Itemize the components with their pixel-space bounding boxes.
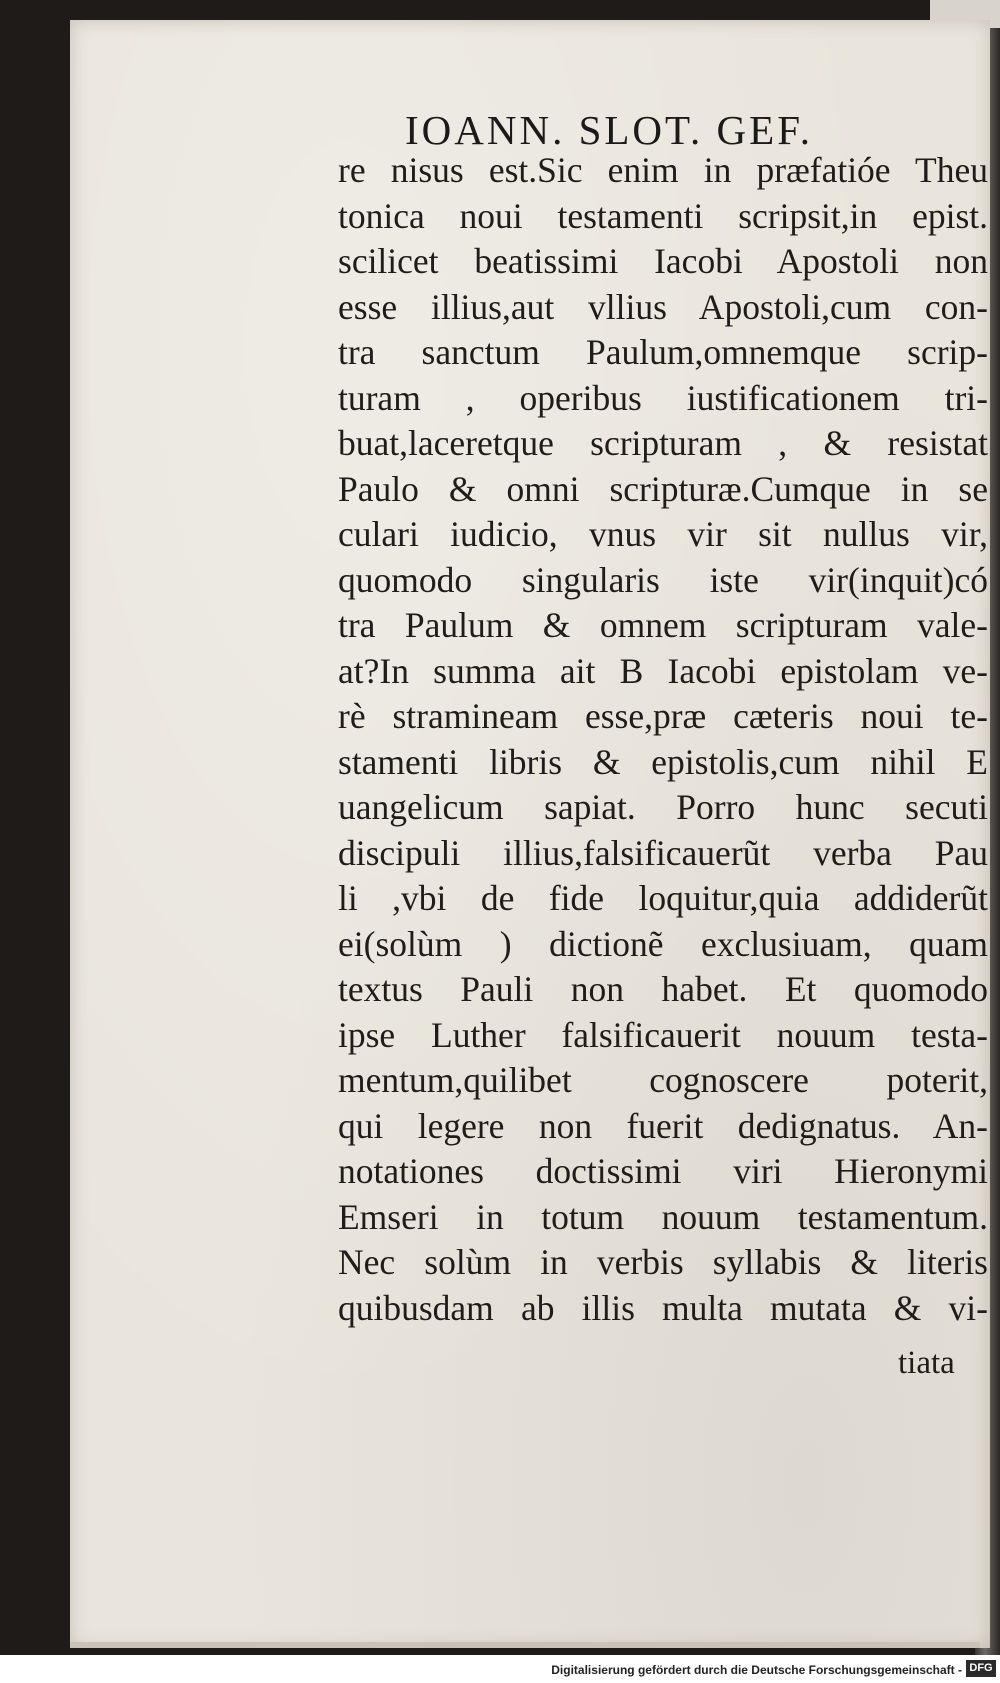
text-line: ei(solùm ) dictionẽ exclusiuam, quam: [338, 923, 988, 964]
catchword: tiata: [898, 1345, 955, 1381]
text-line: esse illius,aut vllius Apostoli,cum con-: [338, 286, 988, 327]
text-line: re nisus est.Sic enim in præfatióe Theu: [338, 150, 988, 190]
text-line: Emseri in totum nouum testamentum.: [338, 1196, 988, 1237]
text-line: li ,vbi de fide loquitur,quia addiderũt: [338, 878, 988, 918]
text-line: buat,laceretque scripturam , & resistat: [338, 423, 988, 463]
text-line: ipse Luther falsificauerit nouum testa-: [338, 1014, 988, 1055]
text-line: rè stramineam esse,præ cæteris noui te-: [338, 696, 988, 736]
text-line: at?In summa ait B Iacobi epistolam ve-: [338, 650, 988, 691]
text-line: qui legere non fuerit dedignatus. An-: [338, 1105, 988, 1146]
funding-credit: Digitalisierung gefördert durch die Deutsche Forschungsgemeinschaft -: [551, 1663, 962, 1677]
text-line: stamenti libris & epistolis,cum nihil E: [338, 741, 988, 782]
text-line: Nec solùm in verbis syllabis & literis: [338, 1242, 988, 1282]
text-line: discipuli illius,falsificauerũt verba Pau: [338, 832, 988, 873]
digitization-footer: [0, 1655, 1000, 1683]
dfg-logo-icon: DFG: [966, 1660, 996, 1677]
page-body-text: [338, 148, 993, 1331]
text-line: scilicet beatissimi Iacobi Apostoli non: [338, 241, 988, 281]
text-line: quomodo singularis iste vir(inquit)có: [338, 559, 988, 600]
page-edge: [70, 1642, 980, 1648]
text-line: textus Pauli non habet. Et quomodo: [338, 969, 988, 1009]
running-head: IOANN. SLOT. GEF.: [405, 107, 813, 153]
text-line: tra Paulum & omnem scripturam vale-: [338, 605, 988, 645]
text-line: quibusdam ab illis multa mutata & vi-: [338, 1287, 988, 1328]
text-line: Paulo & omni scripturæ.Cumque in se: [338, 468, 988, 509]
text-line: uangelicum sapiat. Porro hunc secuti: [338, 787, 988, 827]
text-line: notationes doctissimi viri Hieronymi: [338, 1151, 988, 1191]
text-line: turam , operibus iustificationem tri-: [338, 377, 988, 418]
text-line: mentum,quilibet cognoscere poterit,: [338, 1060, 988, 1100]
text-line: culari iudicio, vnus vir sit nullus vir,: [338, 514, 988, 554]
text-line: tonica noui testamenti scripsit,in epist.: [338, 195, 988, 236]
text-line: tra sanctum Paulum,omnemque scrip-: [338, 332, 988, 372]
